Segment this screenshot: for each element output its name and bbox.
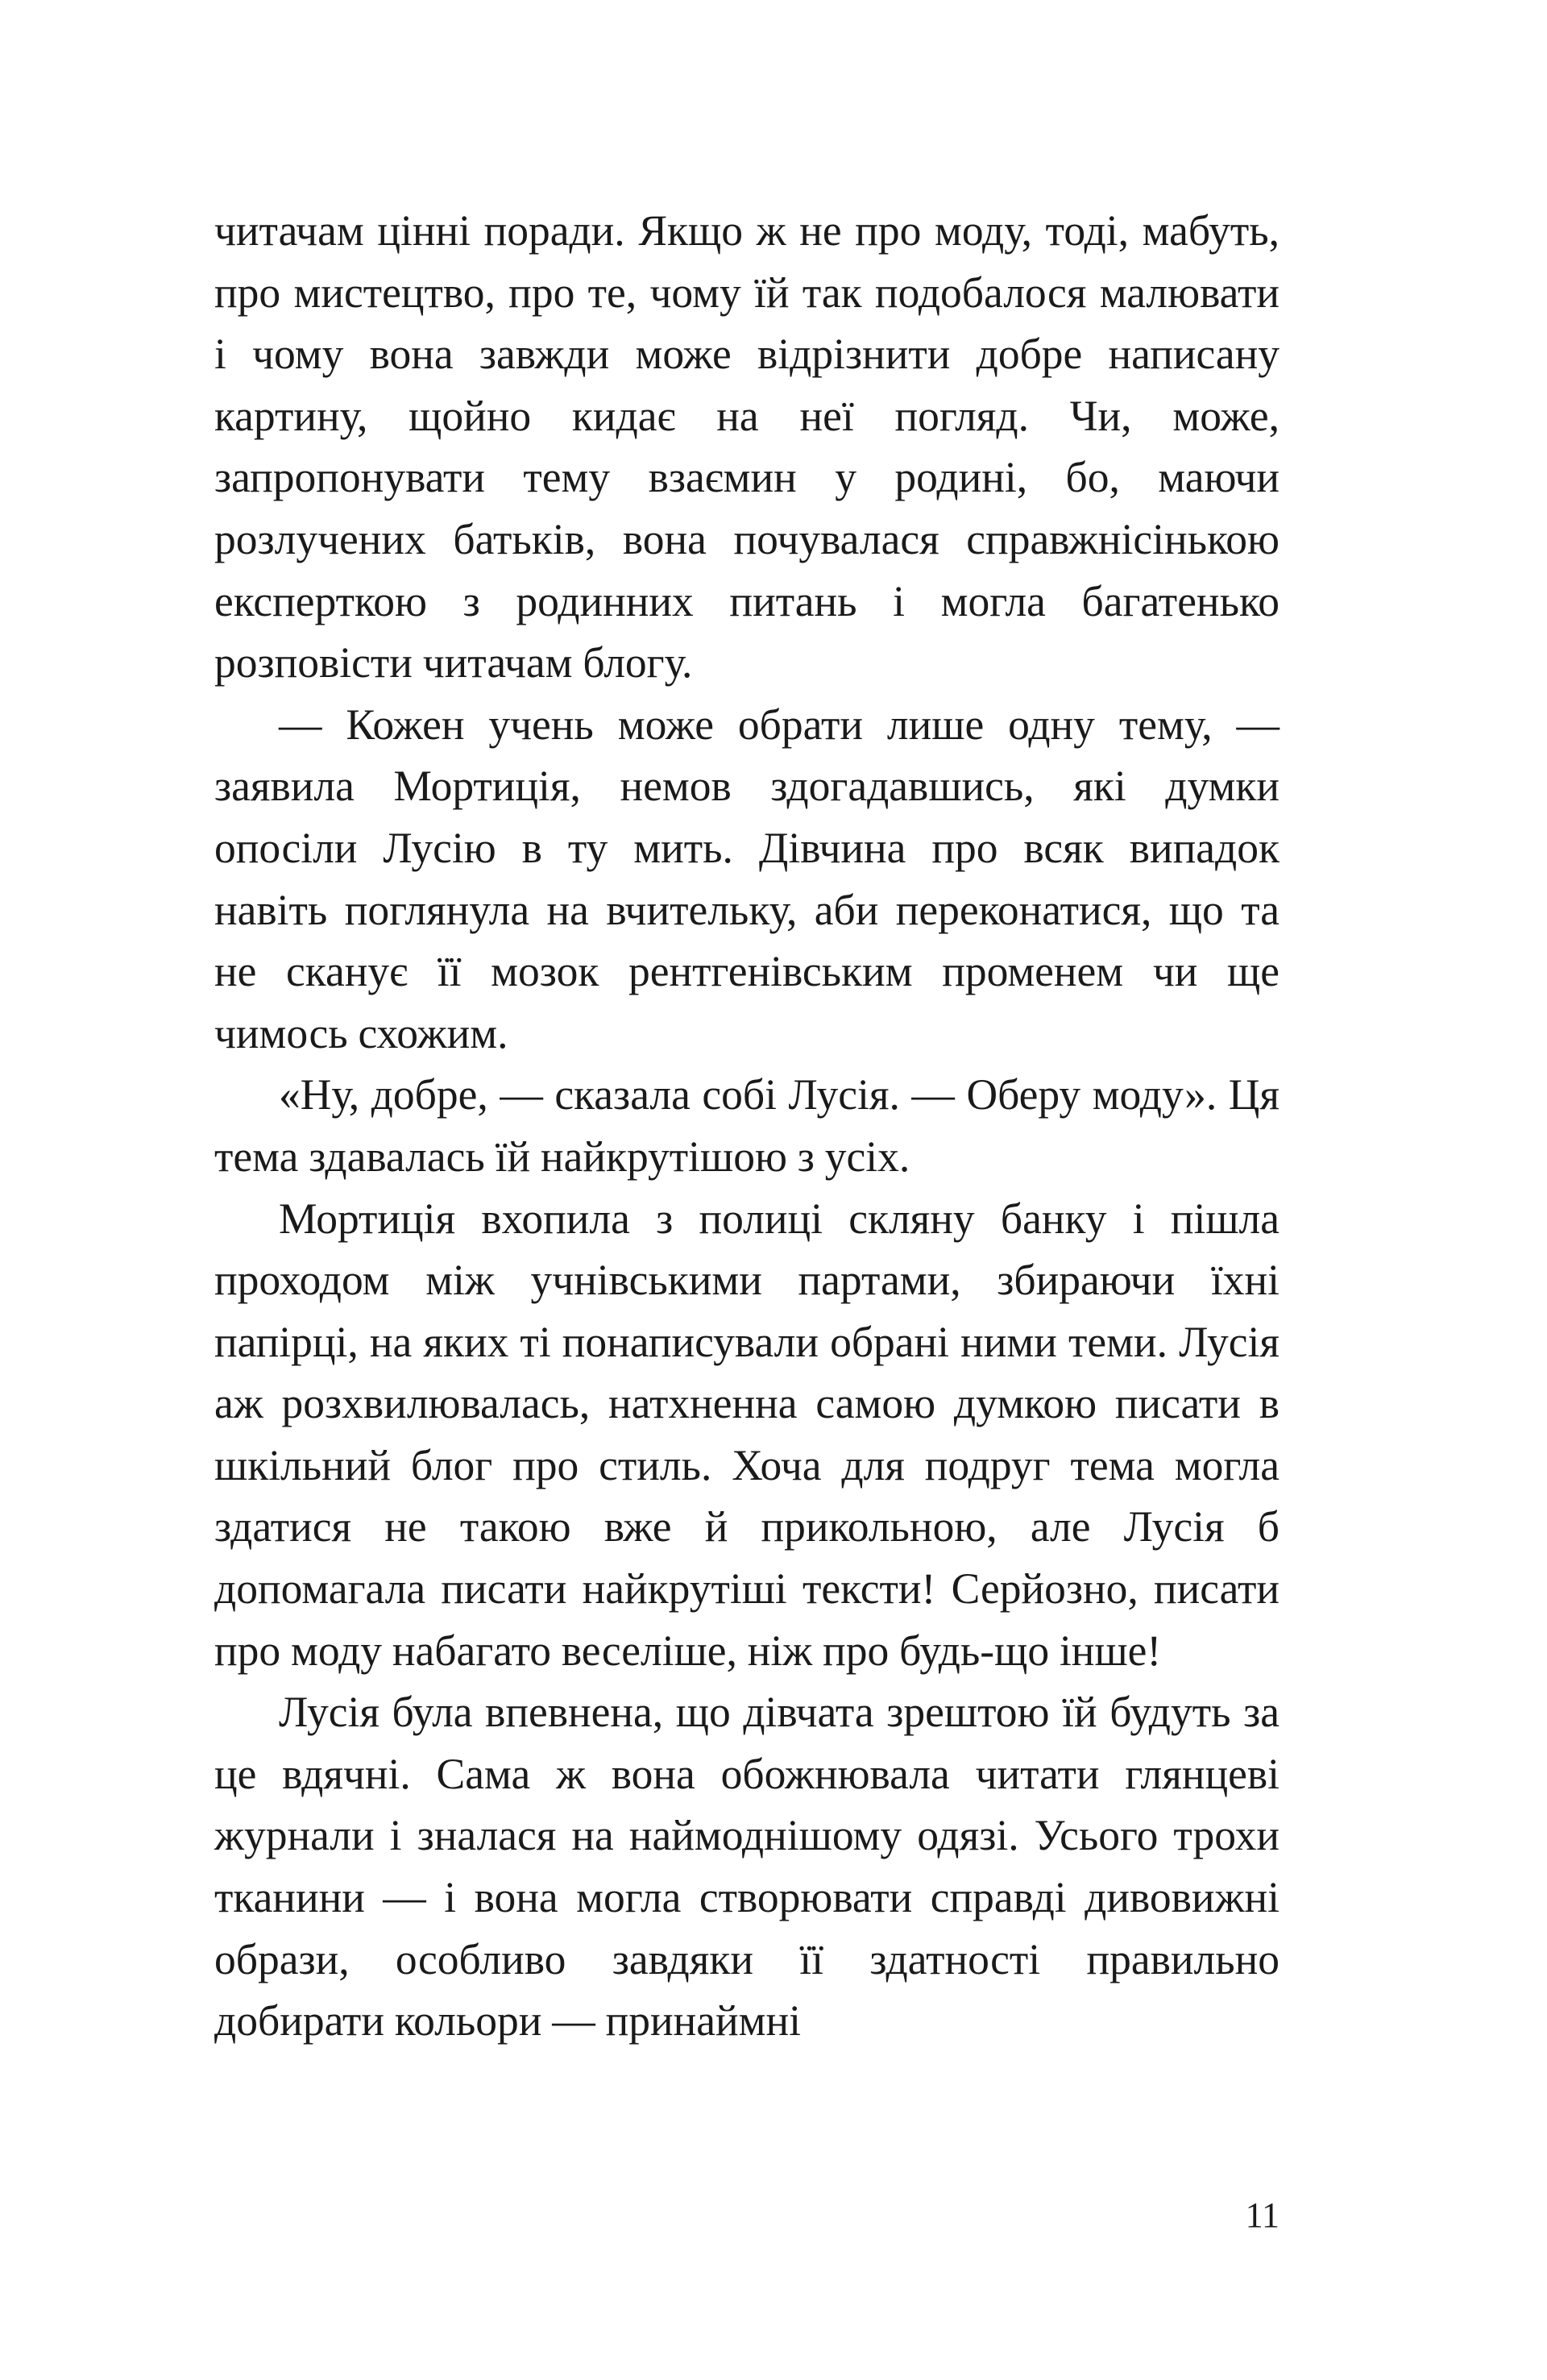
paragraph-5: Лусія була впевнена, що дівчата зрештою їй будуть за це вдячні. Сама ж вона обожнювала читати глянцеві журнали і зналася на наймоднішому одязі. Усього трохи тканини — і вона могла створювати справді дивовижні образи, особливо завдяки її здатності правильно добирати кольори — принаймні — [214, 1688, 1279, 2046]
page-text-block — [214, 200, 1279, 2052]
paragraph-4: Мортиція вхопила з полиці скляну банку і пішла проходом між учнівськими партами, збираючи їхні папірці, на яких ті понаписували обрані ними теми. Лусія аж розхвилювалась, натхненна самою думкою писати в шкільний блог про стиль. Хоча для подруг тема могла здатися не такою вже й прикольною, але Лусія б допомагала писати найкрутіші тексти! Серйозно, писати про моду набагато веселіше, ніж про будь-що інше! — [214, 1194, 1279, 1675]
paragraph-2: — Кожен учень може обрати лише одну тему, — заявила Мортиція, немов здогадавшись, які думки опосіли Лусію в ту мить. Дівчина про всяк випадок навіть поглянула на вчительку, аби переконатися, що та не сканує її мозок рентгенівським променем чи ще чимось схожим. — [214, 700, 1279, 1057]
paragraph-1: читачам цінні поради. Якщо ж не про моду, тоді, мабуть, про мистецтво, про те, чому їй так подобалося малювати і чому вона завжди може відрізнити добре написану картину, щойно кидає на неї погляд. Чи, може, запропонувати тему взаємин у родині, бо, маючи розлучених батьків, вона почувалася справжнісінькою експерткою з родинних питань і могла багатенько розповісти читачам блогу. — [214, 206, 1279, 687]
page-number: 11 — [1245, 2195, 1279, 2235]
paragraph-3: «Ну, добре, — сказала собі Лусія. — Оберу моду». Ця тема здавалась їй найкрутішою з усіх. — [214, 1070, 1279, 1181]
